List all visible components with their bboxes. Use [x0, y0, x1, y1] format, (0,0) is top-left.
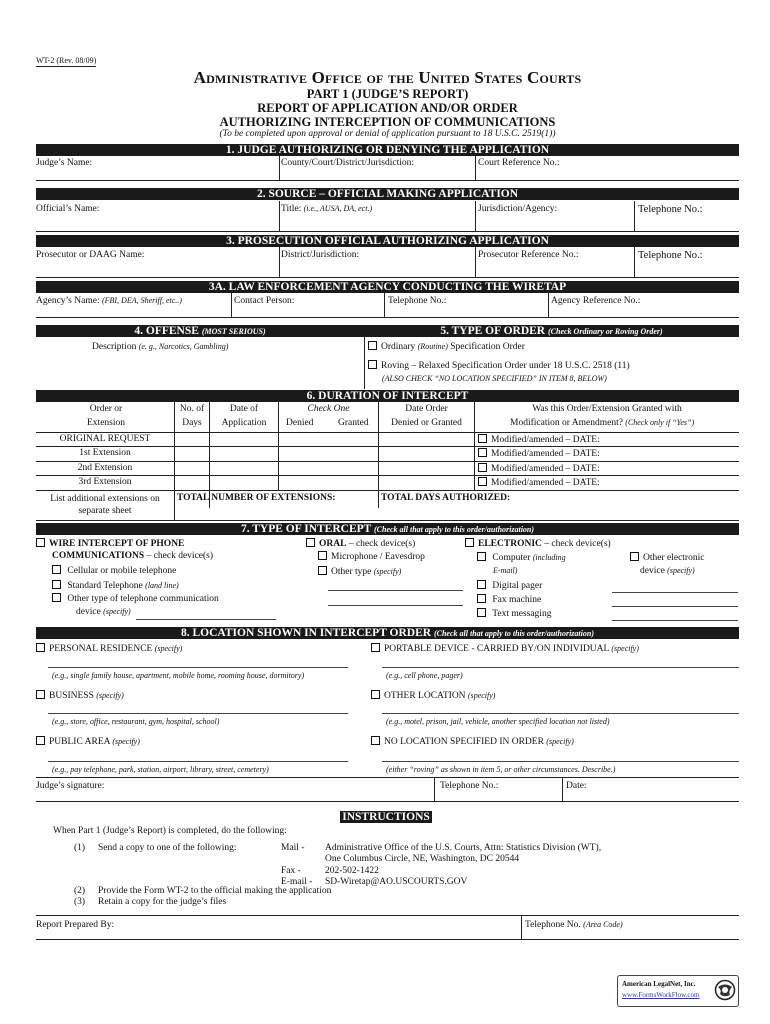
col-order-header-2: Extension	[87, 418, 125, 428]
fax-number: 202-502-1422	[325, 866, 379, 876]
legalnet-logo	[617, 975, 739, 1007]
mail-label: Mail -	[281, 843, 305, 853]
official-name-field[interactable]: Official’s Name:	[36, 204, 100, 214]
cellular-checkbox[interactable]: Cellular or mobile telephone	[52, 565, 176, 576]
other-electronic-checkbox[interactable]: Other electronic	[630, 552, 704, 563]
business-hint: (e.g., store, office, restaurant, gym, hospital, school)	[52, 717, 220, 726]
section-3-header: 3. PROSECUTION OFFICIAL AUTHORIZING APPLICATION	[36, 235, 739, 247]
instructions-intro: When Part 1 (Judge’s Report) is completed, do the following:	[53, 826, 287, 836]
agency-name-field[interactable]: Agency’s Name: (FBI, DEA, Sheriff, etc..)	[36, 296, 182, 306]
additional-extensions-note-2: separate sheet	[78, 506, 132, 516]
personal-residence-checkbox[interactable]: PERSONAL RESIDENCE (specify)	[36, 643, 182, 654]
step-2-number: (2)	[74, 886, 86, 896]
section-7-header: 7. TYPE OF INTERCEPT (Check all that apply to this order/authorization)	[36, 523, 739, 535]
step-2-text: Provide the Form WT-2 to the official making the application	[98, 886, 332, 896]
col-order-header: Order or	[89, 404, 123, 414]
section-4-header: 4. OFFENSE (MOST SERIOUS)	[36, 325, 364, 337]
oral-checkbox[interactable]: ORAL – check device(s)	[306, 538, 415, 549]
jurisdiction-field[interactable]: Jurisdiction/Agency:	[478, 204, 558, 214]
section-6-header: 6. DURATION OF INTERCEPT	[36, 390, 739, 402]
no-location-hint: (either “roving” as shown in item 5, or other circumstances. Describe.)	[386, 765, 616, 774]
judge-phone-field[interactable]: Telephone No.:	[440, 781, 499, 791]
official-phone-field[interactable]: Telephone No.:	[638, 204, 703, 215]
modified-checkbox-ext3[interactable]: Modified/amended – DATE:	[478, 477, 600, 488]
agency-phone-field[interactable]: Telephone No.:	[388, 296, 447, 306]
form-title-line2: REPORT OF APPLICATION AND/OR ORDER	[257, 101, 518, 115]
business-checkbox[interactable]: BUSINESS (specify)	[36, 690, 124, 701]
instructions-header: INSTRUCTIONS	[340, 811, 432, 823]
contact-person-field[interactable]: Contact Person:	[234, 296, 295, 306]
step-3-text: Retain a copy for the judge’s files	[98, 897, 227, 907]
form-part: PART 1 (JUDGE’S REPORT)	[306, 87, 469, 101]
portable-device-hint: (e.g., cell phone, pager)	[386, 671, 463, 680]
electronic-checkbox[interactable]: ELECTRONIC – check device(s)	[465, 538, 611, 549]
wire-intercept-checkbox[interactable]: WIRE INTERCEPT OF PHONE	[36, 538, 184, 549]
digital-pager-checkbox[interactable]: Digital pager	[477, 580, 542, 591]
form-title-line3: AUTHORIZING INTERCEPTION OF COMMUNICATIONS	[219, 115, 556, 129]
judge-name-field[interactable]: Judge’s Name:	[36, 158, 93, 168]
section-8-header: 8. LOCATION SHOWN IN INTERCEPT ORDER (Check all that apply to this order/authorization)	[36, 627, 739, 639]
other-telephone-checkbox[interactable]: Other type of telephone communication	[52, 593, 219, 604]
roving-note: (ALSO CHECK “NO LOCATION SPECIFIED” IN ITEM 8, BELOW)	[382, 374, 607, 383]
preparer-phone-field[interactable]: Telephone No. (Area Code)	[525, 920, 623, 930]
row-2nd-extension: 2nd Extension	[77, 463, 133, 473]
ordinary-order-checkbox[interactable]: Ordinary (Routine) Specification Order	[368, 341, 525, 352]
col-denied-header: Denied	[286, 418, 314, 428]
modified-checkbox-original[interactable]: Modified/amended – DATE:	[478, 434, 600, 445]
col-days-header-2: Days	[182, 418, 202, 428]
text-messaging-checkbox[interactable]: Text messaging	[477, 608, 551, 619]
prosecutor-phone-field[interactable]: Telephone No.:	[638, 250, 703, 261]
court-ref-field[interactable]: Court Reference No.:	[478, 158, 560, 168]
logo-company-name: American LegalNet, Inc.	[622, 980, 696, 988]
microphone-checkbox[interactable]: Microphone / Eavesdrop	[318, 551, 425, 562]
section-5-header: 5. TYPE OF ORDER (Check Ordinary or Roving Order)	[364, 325, 739, 337]
fax-label: Fax -	[281, 866, 301, 876]
form-id: WT-2 (Rev. 08/09)	[36, 56, 97, 65]
col-orderdate-header: Date Order	[405, 404, 448, 414]
mail-address-line2: One Columbus Circle, NE, Washington, DC 20544	[325, 854, 520, 864]
row-1st-extension: 1st Extension	[79, 448, 131, 458]
col-appdate-header: Date of	[229, 404, 259, 414]
prosecutor-name-field[interactable]: Prosecutor or DAAG Name:	[36, 250, 145, 260]
wire-intercept-label: COMMUNICATIONS – check device(s)	[52, 551, 214, 561]
agency-title: Administrative Office of the United States Courts	[193, 68, 582, 87]
duration-table	[36, 402, 739, 520]
email-address: SD-Wiretap@AO.USCOURTS.GOV	[325, 877, 468, 887]
col-orderdate-header-2: Denied or Granted	[391, 418, 462, 428]
step-3-number: (3)	[74, 897, 86, 907]
official-title-field[interactable]: Title: (i.e., AUSA, DA, ect.)	[281, 204, 373, 214]
section-1-header: 1. JUDGE AUTHORIZING OR DENYING THE APPLICATION	[36, 144, 739, 156]
no-location-checkbox[interactable]: NO LOCATION SPECIFIED IN ORDER (specify)	[371, 736, 574, 747]
prosecutor-district-field[interactable]: District/Jurisdiction:	[281, 250, 360, 260]
agency-ref-field[interactable]: Agency Reference No.:	[551, 296, 641, 306]
standard-telephone-checkbox[interactable]: Standard Telephone (land line)	[52, 580, 179, 591]
modified-checkbox-ext1[interactable]: Modified/amended – DATE:	[478, 448, 600, 459]
modified-checkbox-ext2[interactable]: Modified/amended – DATE:	[478, 463, 600, 474]
step-1-text: Send a copy to one of the following:	[98, 843, 237, 853]
section-3a-header: 3A. LAW ENFORCEMENT AGENCY CONDUCTING THE WIRETAP	[36, 281, 739, 293]
other-telephone-specify: device (specify)	[76, 607, 131, 617]
col-modified-header: Was this Order/Extension Granted with	[532, 404, 682, 414]
computer-checkbox[interactable]: Computer (including	[477, 552, 566, 563]
step-1-number: (1)	[74, 843, 86, 853]
other-location-checkbox[interactable]: OTHER LOCATION (specify)	[371, 690, 495, 701]
total-extensions-field[interactable]: TOTAL NUMBER OF EXTENSIONS:	[177, 493, 336, 503]
mail-address-line1: Administrative Office of the U.S. Courts, Attn: Statistics Division (WT),	[325, 843, 602, 853]
col-modified-header-2: Modification or Amendment? (Check only if “Yes”)	[510, 418, 695, 428]
oral-other-type-checkbox[interactable]: Other type (specify)	[318, 566, 401, 577]
email-label: E-mail -	[281, 877, 313, 887]
col-days-header: No. of	[179, 404, 205, 414]
logo-url-link[interactable]: www.FormsWorkFlow.com	[622, 991, 700, 999]
col-check-header: Check One	[307, 404, 350, 414]
section-2-header: 2. SOURCE – OFFICIAL MAKING APPLICATION	[36, 188, 739, 200]
portable-device-checkbox[interactable]: PORTABLE DEVICE - CARRIED BY/ON INDIVIDUAL (specify)	[371, 643, 639, 654]
col-granted-header: Granted	[338, 418, 369, 428]
roving-order-checkbox[interactable]: Roving – Relaxed Specification Order under 18 U.S.C. 2518 (11)	[368, 360, 630, 371]
row-original-request: ORIGINAL REQUEST	[59, 434, 151, 444]
judge-signature-field[interactable]: Judge’s signature:	[36, 781, 105, 791]
report-prepared-by-field[interactable]: Report Prepared By:	[36, 920, 115, 930]
other-location-hint: (e.g., motel, prison, jail, vehicle, another specified location not listed)	[386, 717, 610, 726]
county-field[interactable]: County/Court/District/Jurisdiction:	[281, 158, 414, 168]
additional-extensions-note: List additional extensions on	[50, 494, 160, 504]
form-note: (To be completed upon approval or denial of application pursuant to 18 U.S.C. 2519(1))	[219, 129, 556, 139]
computer-email-hint: E-mail)	[493, 566, 518, 575]
row-3rd-extension: 3rd Extension	[78, 477, 132, 487]
other-electronic-specify: device (specify)	[640, 566, 695, 576]
total-days-field[interactable]: TOTAL DAYS AUTHORIZED:	[381, 493, 511, 503]
personal-residence-hint: (e.g., single family house, apartment, mobile home, rooming house, dormitory)	[52, 671, 305, 680]
public-area-checkbox[interactable]: PUBLIC AREA (specify)	[36, 736, 140, 747]
globe-icon	[714, 979, 736, 1001]
prosecutor-ref-field[interactable]: Prosecutor Reference No.:	[478, 250, 579, 260]
public-area-hint: (e.g., pay telephone, park, station, airport, library, street, cemetery)	[52, 765, 269, 774]
col-appdate-header-2: Application	[221, 418, 267, 428]
fax-machine-checkbox[interactable]: Fax machine	[477, 594, 541, 605]
offense-description-field[interactable]: Description (e. g., Narcotics, Gambling)	[92, 342, 229, 352]
judge-date-field[interactable]: Date:	[566, 781, 587, 791]
